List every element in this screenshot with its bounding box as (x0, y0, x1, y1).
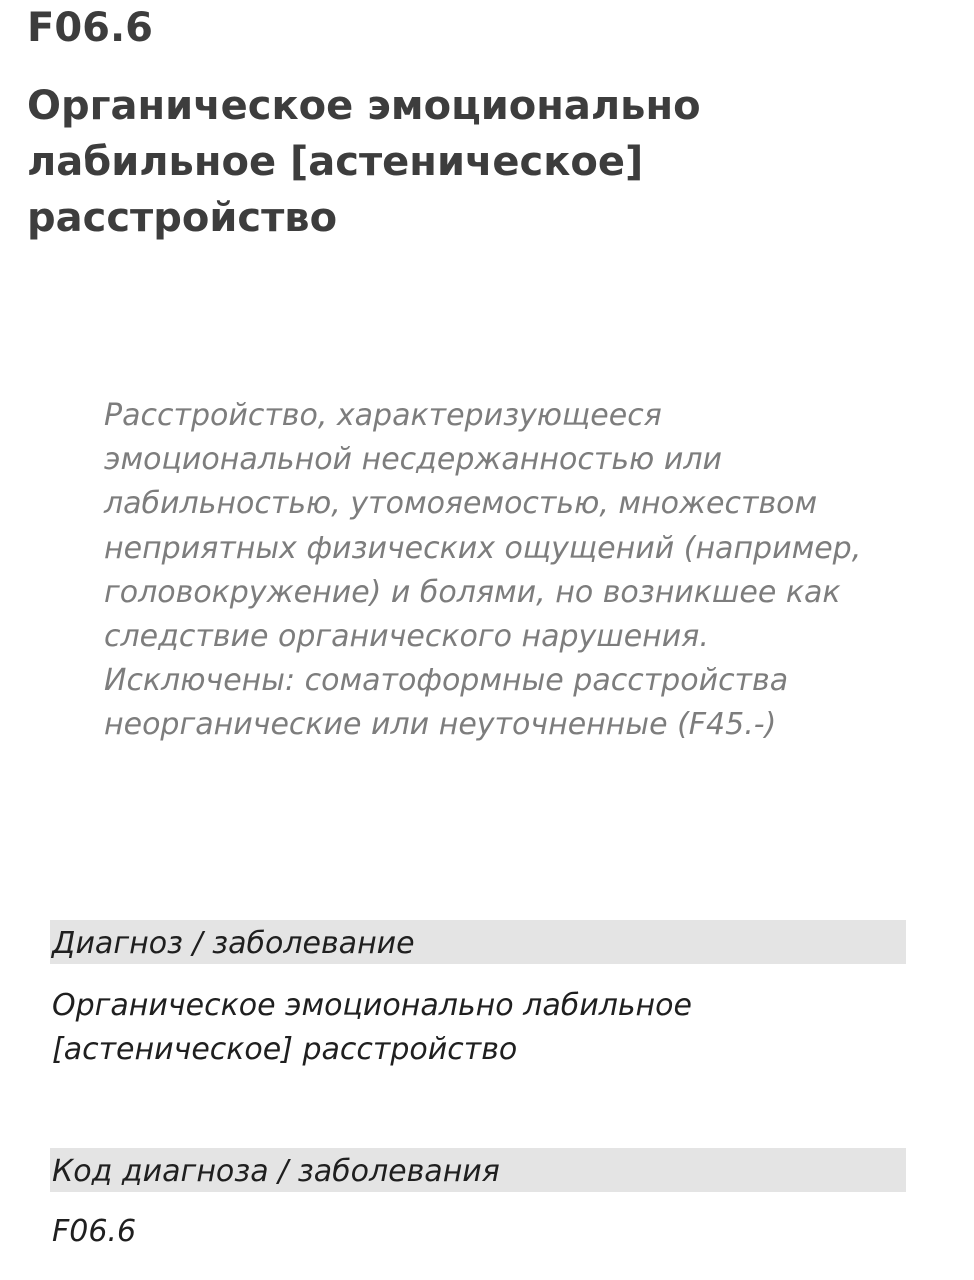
diagnosis-description: Расстройство, характеризующееся эмоциональной несдержанностью или лабильностью, утомояемостью, множеством неприятных физических ощущений (например, головокружение) и болями, но возникшее как следствие органического нарушения. Исключены: соматоформные расстройства неорганические или неуточненные (F45.-) (104, 398, 862, 743)
code-field-value: F06.6 (52, 1214, 137, 1249)
diagnosis-field-value: Органическое эмоционально лабильное [астеническое] расстройство (52, 988, 692, 1067)
diagnosis-title-heading: Органическое эмоционально лабильное [астеническое] расстройство (27, 83, 701, 241)
diagnosis-code-heading: F06.6 (27, 5, 154, 51)
code-field-label: Код диагноза / заболевания (50, 1148, 906, 1192)
diagnosis-field-label: Диагноз / заболевание (50, 920, 906, 964)
